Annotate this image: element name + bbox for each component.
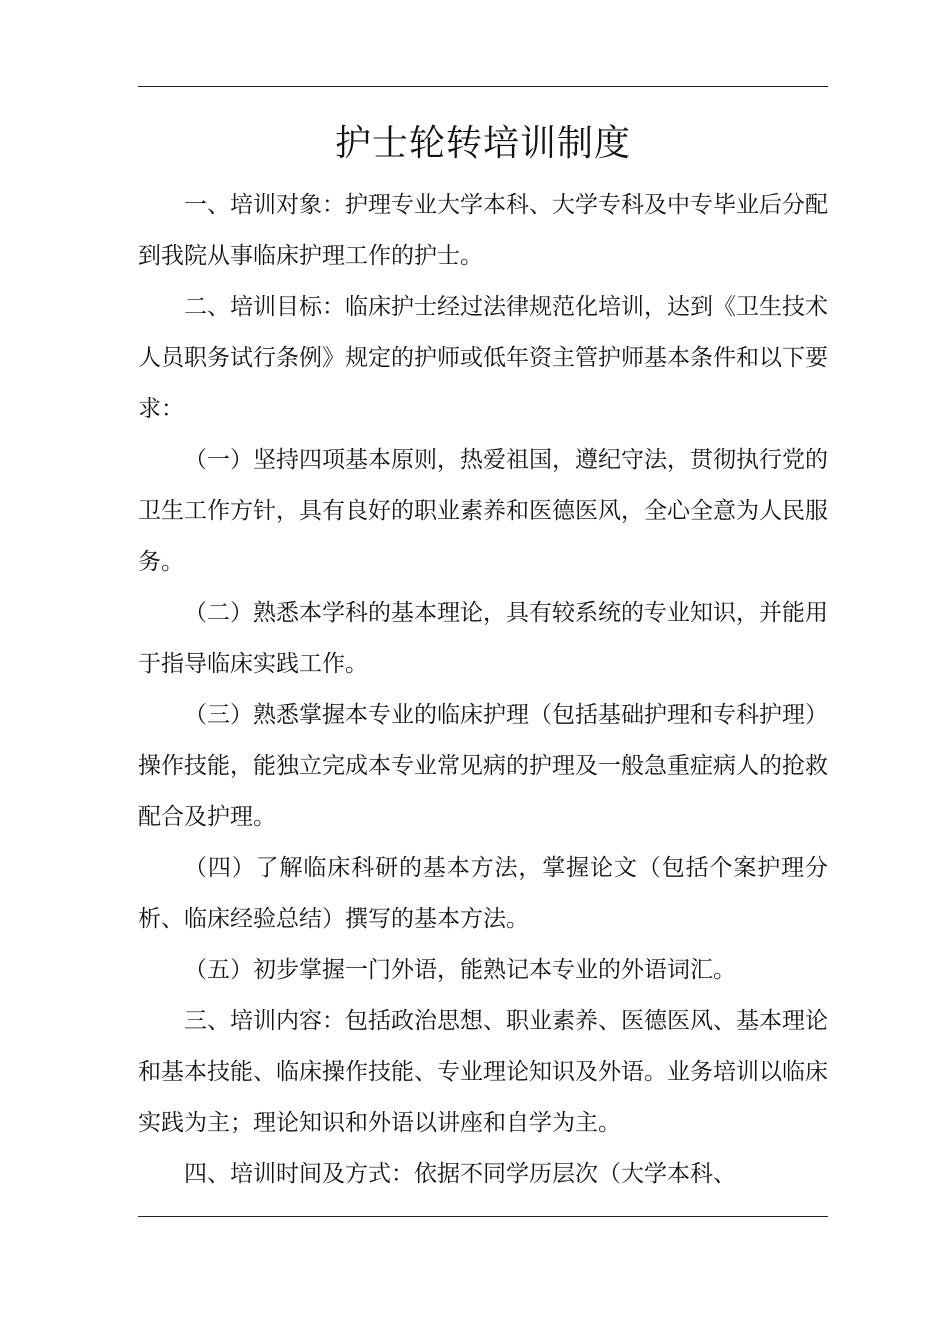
header-rule [138,86,828,87]
paragraph-training-schedule: 四、培训时间及方式：依据不同学历层次（大学本科、 [184,1161,736,1187]
footer-rule [138,1216,828,1217]
paragraph-goal-item-1: （一）坚持四项基本原则，热爱祖国，遵纪守法，贯彻执行党的卫生工作方针，具有良好的职业素养和医德医风，全心全意为人民服务。 [138,447,828,575]
document-title: 护士轮转培训制度 [334,123,631,164]
document-body [138,112,828,1200]
paragraph-goal-item-5: （五）初步掌握一门外语，能熟记本专业的外语词汇。 [184,957,736,983]
paragraph-training-goal: 二、培训目标：临床护士经过法律规范化培训，达到《卫生技术人员职务试行条例》规定的护师或低年资主管护师基本条件和以下要求： [138,294,828,422]
paragraph-goal-item-2: （二）熟悉本学科的基本理论，具有较系统的专业知识，并能用于指导临床实践工作。 [138,600,828,677]
paragraph-goal-item-4: （四）了解临床科研的基本方法，掌握论文（包括个案护理分析、临床经验总结）撰写的基本方法。 [138,855,828,932]
paragraph-training-target: 一、培训对象：护理专业大学本科、大学专科及中专毕业后分配到我院从事临床护理工作的护士。 [138,192,828,269]
paragraph-goal-item-3: （三）熟悉掌握本专业的临床护理（包括基础护理和专科护理）操作技能，能独立完成本专业常见病的护理及一般急重症病人的抢救配合及护理。 [138,702,828,830]
paragraph-training-content: 三、培训内容：包括政治思想、职业素养、医德医风、基本理论和基本技能、临床操作技能、专业理论知识及外语。业务培训以临床实践为主；理论知识和外语以讲座和自学为主。 [138,1008,828,1136]
